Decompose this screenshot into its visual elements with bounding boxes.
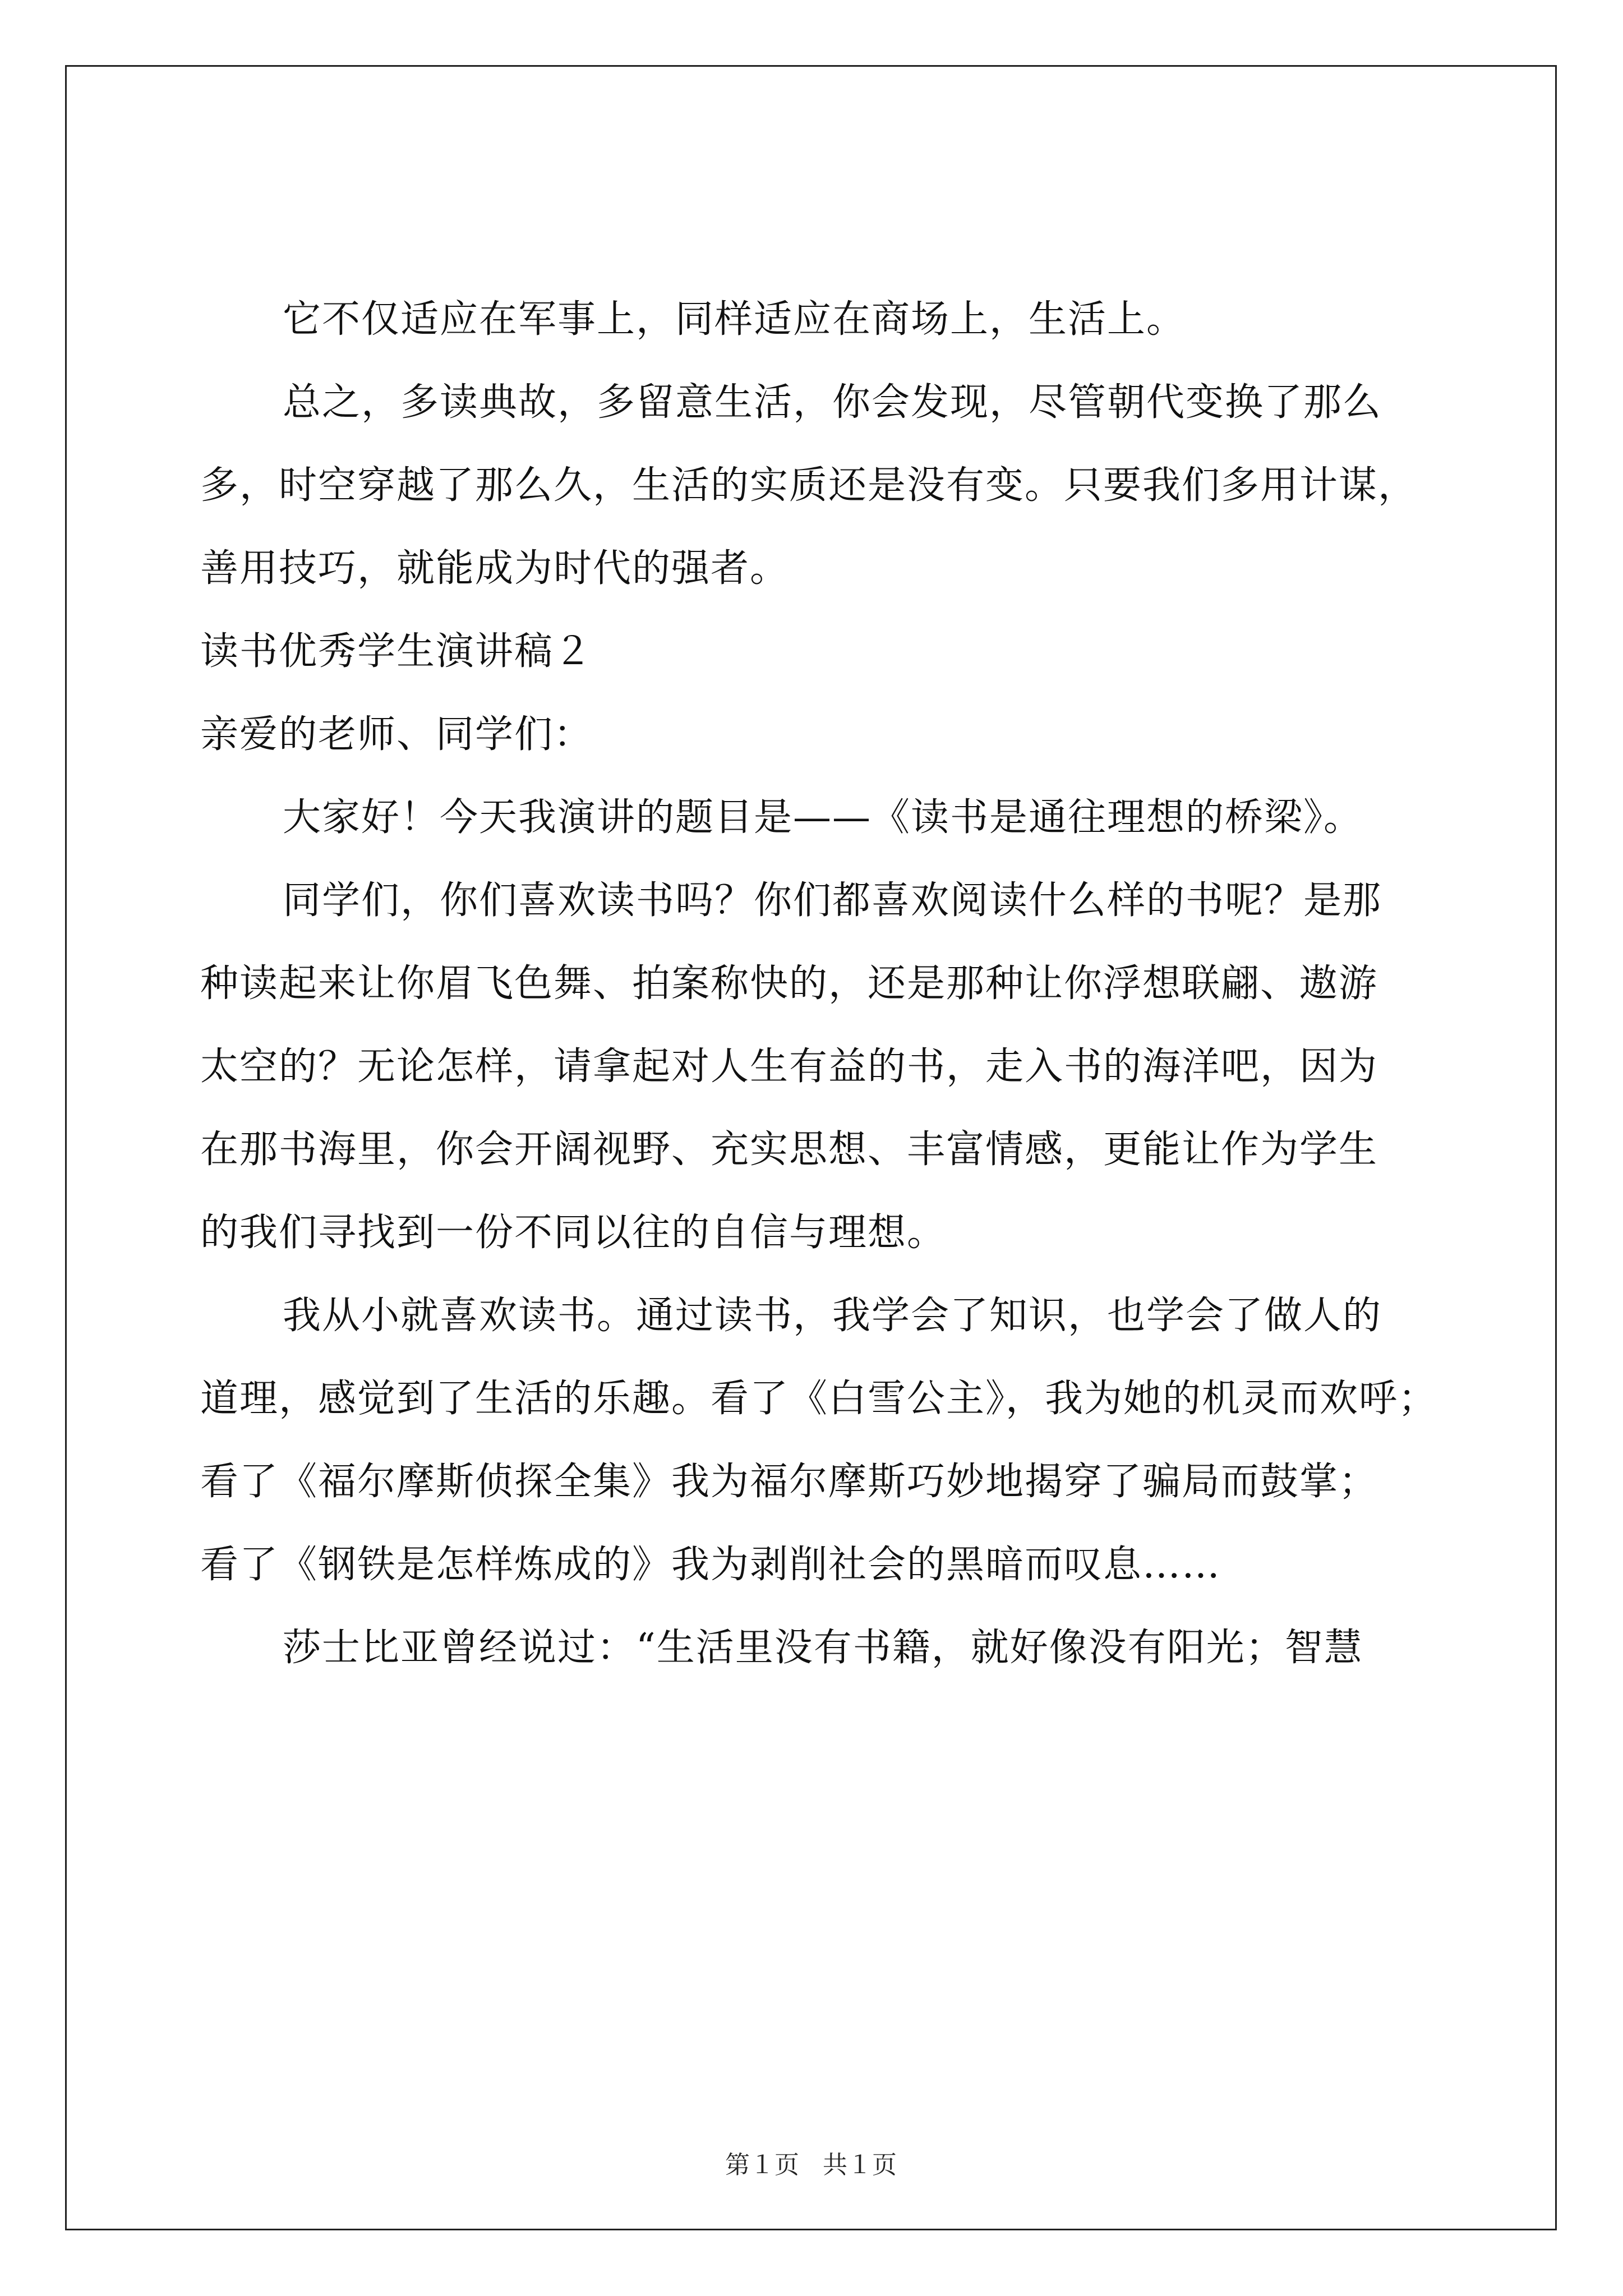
paragraph-line: 的我们寻找到一份不同以往的自信与理想。	[200, 1211, 947, 1255]
section-heading: 读书优秀学生演讲稿２	[200, 629, 593, 674]
page-total: 共１页	[823, 2151, 897, 2179]
paragraph-line: 太空的？无论怎样，请拿起对人生有益的书，走入书的海洋吧，因为	[200, 1045, 1378, 1089]
document-body	[67, 67, 1555, 2229]
paragraph-line: 多，时空穿越了那么久，生活的实质还是没有变。只要我们多用计谋，	[200, 463, 1418, 508]
paragraph-line: 同学们，你们喜欢读书吗？你们都喜欢阅读什么样的书呢？是那	[283, 878, 1382, 923]
paragraph-line: 在那书海里，你会开阔视野、充实思想、丰富情感，更能让作为学生	[200, 1128, 1378, 1172]
paragraph-line: 道理，感觉到了生活的乐趣。看了《白雪公主》，我为她的机灵而欢呼；	[200, 1377, 1438, 1421]
paragraph-line: 我从小就喜欢读书。通过读书，我学会了知识，也学会了做人的	[283, 1294, 1382, 1338]
paragraph-line: 莎士比亚曾经说过：“生活里没有书籍，就好像没有阳光；智慧	[283, 1626, 1363, 1670]
paragraph-line: 种读起来让你眉飞色舞、拍案称快的，还是那种让你浮想联翩、遨游	[200, 961, 1378, 1006]
page-frame	[65, 65, 1557, 2230]
paragraph-line: 看了《福尔摩斯侦探全集》我为福尔摩斯巧妙地揭穿了骗局而鼓掌；	[200, 1460, 1378, 1504]
paragraph-line: 总之，多读典故，多留意生活，你会发现，尽管朝代变换了那么	[283, 380, 1382, 425]
paragraph-line: 看了《钢铁是怎样炼成的》我为剥削社会的黑暗而叹息……	[200, 1543, 1221, 1587]
paragraph-line: 大家好！今天我演讲的题目是——《读书是通往理想的桥梁》。	[283, 795, 1363, 840]
paragraph-line: 它不仅适应在军事上，同样适应在商场上，生活上。	[283, 297, 1186, 342]
paragraph-line: 善用技巧，就能成为时代的强者。	[200, 546, 790, 591]
salutation: 亲爱的老师、同学们：	[200, 712, 593, 757]
page-number: 第１页	[725, 2151, 799, 2179]
page-footer	[67, 2151, 1555, 2179]
